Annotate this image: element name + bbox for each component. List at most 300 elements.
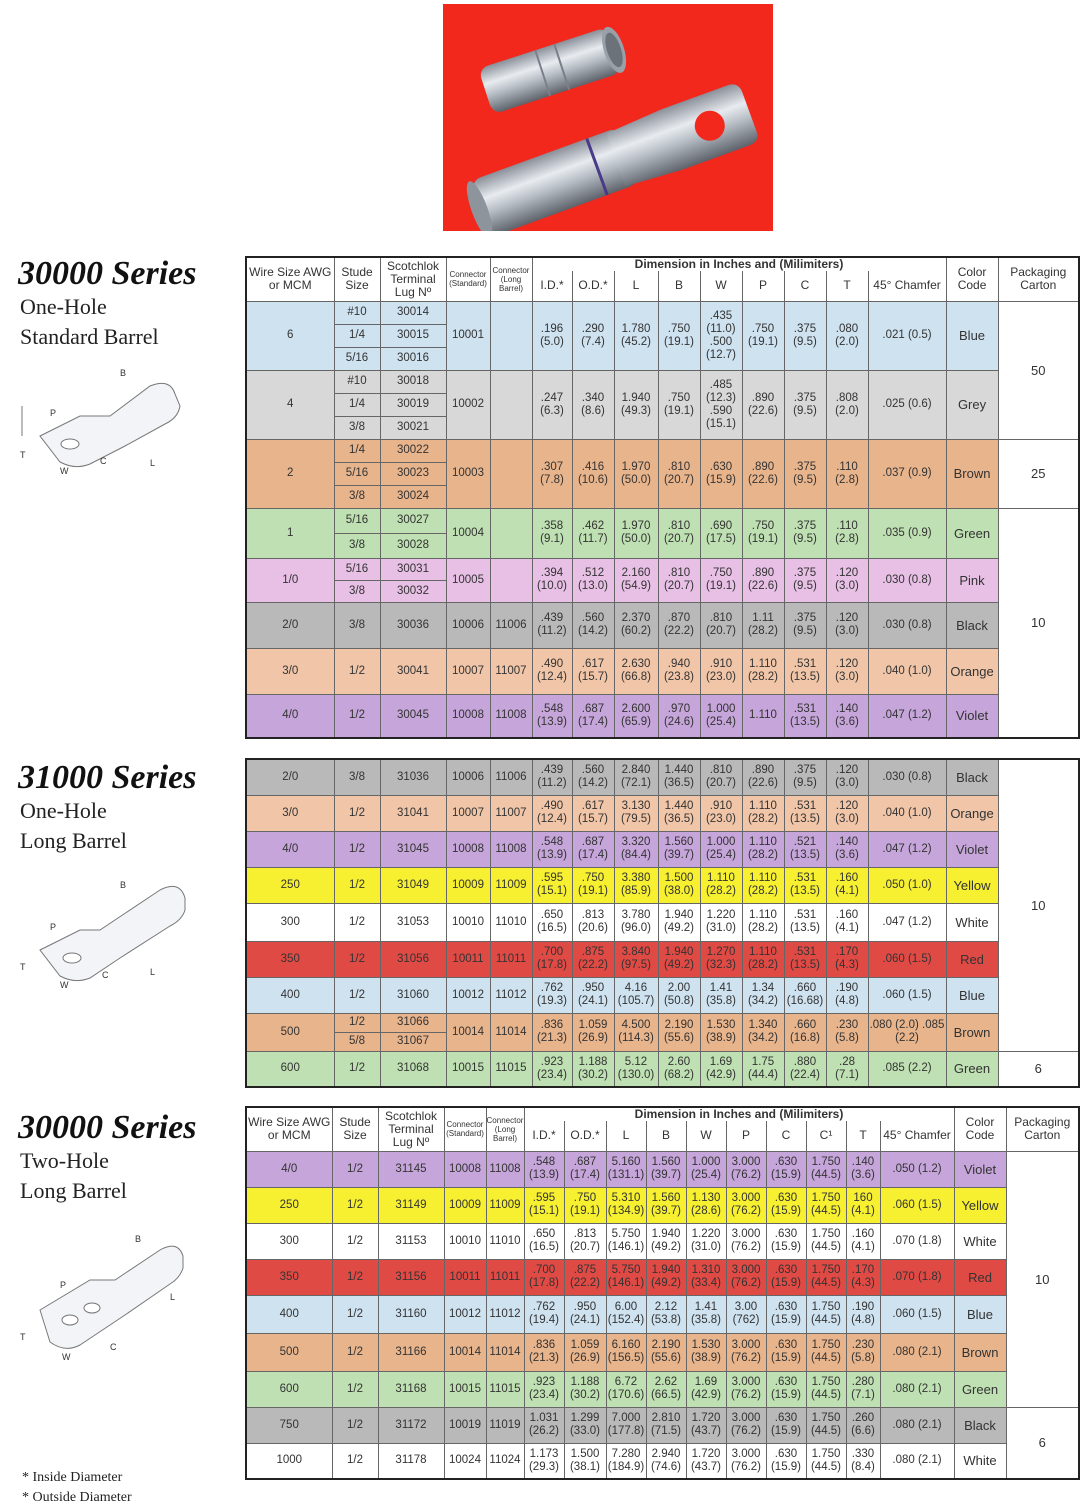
table-body: [246, 1151, 1079, 1479]
color-code-cell: Violet: [946, 831, 998, 867]
lug-number-cell: 30016: [380, 347, 446, 370]
dim-l-cell: 7.280 (184.9): [606, 1443, 646, 1479]
stude-size-cell: 1/2: [334, 1013, 380, 1032]
spec-table-30000-two-hole-long: [245, 1106, 1080, 1480]
series-title: 30000 Series: [18, 1109, 197, 1146]
dim-t-cell: .230 (5.8): [846, 1333, 880, 1371]
stude-size-cell: 1/2: [334, 795, 380, 831]
dim-std-cell: 10011: [444, 1259, 486, 1295]
stude-size-cell: 5/16: [334, 508, 380, 533]
wire-size-cell: 2/0: [246, 602, 334, 648]
table-row: [246, 1333, 1079, 1371]
dim-od-cell: .290 (7.4): [572, 301, 614, 370]
dim-t-cell: .330 (8.4): [846, 1443, 880, 1479]
lug-number-cell: 31149: [378, 1187, 444, 1223]
lug-number-cell: 31178: [378, 1443, 444, 1479]
dim-od-cell: .687 (17.4): [572, 831, 614, 867]
dim-p-cell: .890 (22.6): [742, 439, 784, 508]
dim-w-cell: 1.000 (25.4): [700, 831, 742, 867]
dim-p-cell: 1.110: [742, 694, 784, 738]
dim-id-cell: .650 (16.5): [524, 1223, 564, 1259]
col-id: I.D.*: [532, 271, 572, 301]
dim-id-cell: .358 (9.1): [532, 508, 572, 558]
svg-text:C: C: [102, 970, 109, 980]
dim-l-cell: 2.840 (72.1): [614, 759, 658, 795]
col-od: O.D.*: [572, 271, 614, 301]
chamfer-cell: .085 (2.2): [868, 1051, 946, 1087]
dim-w-cell: .810 (20.7): [700, 602, 742, 648]
dim-b-cell: 2.810 (71.5): [646, 1407, 686, 1443]
chamfer-cell: .040 (1.0): [868, 795, 946, 831]
chamfer-cell: .030 (0.8): [868, 759, 946, 795]
dim-t-cell: .170 (4.3): [826, 941, 868, 977]
wire-size-cell: 2: [246, 439, 334, 508]
dim-b-cell: .750 (19.1): [658, 370, 700, 439]
color-code-cell: Pink: [946, 558, 998, 602]
dim-od-cell: 1.500 (38.1): [564, 1443, 606, 1479]
dim-std-cell: 10011: [446, 941, 490, 977]
section-1-label: [18, 256, 238, 481]
stude-size-cell: 3/8: [334, 602, 380, 648]
dim-c-cell: .531 (13.5): [784, 648, 826, 694]
stude-size-cell: 1/4: [334, 324, 380, 347]
dim-b-cell: 1.560 (39.7): [646, 1151, 686, 1187]
lug-number-cell: 31041: [380, 795, 446, 831]
dim-long-cell: 11008: [486, 1151, 524, 1187]
dim-long-cell: 11008: [490, 694, 532, 738]
lug-number-cell: 31168: [378, 1371, 444, 1407]
svg-text:T: T: [20, 962, 26, 972]
dim-long-cell: 11024: [486, 1443, 524, 1479]
table-row: [246, 1151, 1079, 1187]
dim-l-cell: 5.750 (146.1): [606, 1259, 646, 1295]
wire-size-cell: 1/0: [246, 558, 334, 602]
wire-size-cell: 600: [246, 1051, 334, 1087]
wire-size-cell: 4/0: [246, 694, 334, 738]
dim-t-cell: .080 (2.0): [826, 301, 868, 370]
dim-t-cell: .140 (3.6): [826, 694, 868, 738]
dim-p-cell: 1.110 (28.2): [742, 941, 784, 977]
dim-b-cell: .750 (19.1): [658, 301, 700, 370]
stude-size-cell: #10: [334, 301, 380, 324]
chamfer-cell: .080 (2.1): [880, 1407, 954, 1443]
dim-l-cell: 7.000 (177.8): [606, 1407, 646, 1443]
dim-l-cell: 4.500 (114.3): [614, 1013, 658, 1051]
col-t: T: [846, 1121, 880, 1151]
table-row: [246, 694, 1079, 738]
wire-size-cell: 4/0: [246, 831, 334, 867]
dim-std-cell: 10012: [446, 977, 490, 1013]
dim-od-cell: .462 (11.7): [572, 508, 614, 558]
wire-size-cell: 600: [246, 1371, 332, 1407]
col-packaging: Packaging Carton: [1006, 1107, 1079, 1151]
color-code-cell: Blue: [954, 1295, 1006, 1333]
series-subtitle: One-Hole: [20, 798, 107, 823]
dim-id-cell: .836 (21.3): [524, 1333, 564, 1371]
table-row: [246, 1407, 1079, 1443]
dim-t-cell: .160 (4.1): [846, 1223, 880, 1259]
dim-b-cell: .940 (23.8): [658, 648, 700, 694]
svg-text:W: W: [60, 980, 69, 990]
col-p: P: [742, 271, 784, 301]
color-code-cell: White: [954, 1223, 1006, 1259]
lug-number-cell: 31060: [380, 977, 446, 1013]
dim-id-cell: .595 (15.1): [532, 867, 572, 903]
dim-l-cell: 1.970 (50.0): [614, 508, 658, 558]
dim-p-cell: 1.110 (28.2): [742, 648, 784, 694]
table-row: [246, 941, 1079, 977]
series-subtitle: Standard Barrel: [20, 324, 159, 349]
dim-long-cell: 11011: [486, 1259, 524, 1295]
dim-c1-cell: 1.750 (44.5): [806, 1223, 846, 1259]
dim-c-cell: .375 (9.5): [784, 370, 826, 439]
dim-w-cell: 1.270 (32.3): [700, 941, 742, 977]
dim-t-cell: .160 (4.1): [826, 903, 868, 941]
wire-size-cell: 1: [246, 508, 334, 558]
table-row: [246, 977, 1079, 1013]
dim-od-cell: .750 (19.1): [564, 1187, 606, 1223]
dim-p-cell: 1.34 (34.2): [742, 977, 784, 1013]
dim-c-cell: .630 (15.9): [766, 1371, 806, 1407]
dim-b-cell: .810 (20.7): [658, 508, 700, 558]
svg-text:T: T: [20, 450, 26, 460]
dim-b-cell: 2.60 (68.2): [658, 1051, 700, 1087]
color-code-cell: Blue: [946, 977, 998, 1013]
col-connector-standard: Connector (Standard): [446, 257, 490, 301]
dim-std-cell: 10007: [446, 795, 490, 831]
lug-number-cell: 30018: [380, 370, 446, 393]
chamfer-cell: .060 (1.5): [880, 1187, 954, 1223]
dim-c-cell: .630 (15.9): [766, 1223, 806, 1259]
dim-p-cell: 3.000 (76.2): [726, 1259, 766, 1295]
stude-size-cell: 1/4: [334, 393, 380, 416]
dim-w-cell: 1.530 (38.9): [700, 1013, 742, 1051]
svg-text:P: P: [50, 408, 57, 418]
dim-w-cell: 1.220 (31.0): [686, 1223, 726, 1259]
dim-w-cell: 1.220 (31.0): [700, 903, 742, 941]
dim-w-cell: 1.69 (42.9): [700, 1051, 742, 1087]
chamfer-cell: .060 (1.5): [868, 941, 946, 977]
stude-size-cell: 1/2: [332, 1333, 378, 1371]
section-3-label: [18, 1110, 238, 1375]
table-body: [246, 759, 1079, 1087]
wire-size-cell: 350: [246, 941, 334, 977]
col-dimension-group: Dimension in Inches and (Milimiters): [524, 1107, 954, 1121]
dim-p-cell: 1.110 (28.2): [742, 903, 784, 941]
dim-od-cell: .512 (13.0): [572, 558, 614, 602]
dim-od-cell: .617 (15.7): [572, 795, 614, 831]
wire-size-cell: 400: [246, 1295, 332, 1333]
table-row: [246, 1259, 1079, 1295]
col-l: L: [614, 271, 658, 301]
dim-l-cell: 4.16 (105.7): [614, 977, 658, 1013]
dim-od-cell: .813 (20.6): [572, 903, 614, 941]
dim-b-cell: 2.12 (53.8): [646, 1295, 686, 1333]
dim-od-cell: .875 (22.2): [564, 1259, 606, 1295]
color-code-cell: Green: [946, 508, 998, 558]
table-row: [246, 301, 1079, 324]
lug-number-cell: 30027: [380, 508, 446, 533]
wire-size-cell: 4: [246, 370, 334, 439]
dim-c-cell: .375 (9.5): [784, 301, 826, 370]
dim-std-cell: 10024: [444, 1443, 486, 1479]
dim-c1-cell: 1.750 (44.5): [806, 1371, 846, 1407]
dim-w-cell: 1.130 (28.6): [686, 1187, 726, 1223]
dim-od-cell: .813 (20.7): [564, 1223, 606, 1259]
dim-std-cell: 10008: [444, 1151, 486, 1187]
color-code-cell: Yellow: [946, 867, 998, 903]
dim-w-cell: .910 (23.0): [700, 648, 742, 694]
dim-w-cell: .910 (23.0): [700, 795, 742, 831]
dim-id-cell: .439 (11.2): [532, 602, 572, 648]
wire-size-cell: 2/0: [246, 759, 334, 795]
dim-p-cell: .750 (19.1): [742, 508, 784, 558]
svg-text:P: P: [60, 1280, 67, 1290]
color-code-cell: Violet: [954, 1151, 1006, 1187]
dim-b-cell: 1.560 (39.7): [646, 1187, 686, 1223]
svg-text:W: W: [60, 466, 69, 476]
dim-c-cell: .630 (15.9): [766, 1187, 806, 1223]
dim-w-cell: 1.310 (33.4): [686, 1259, 726, 1295]
col-chamfer: 45° Chamfer: [880, 1121, 954, 1151]
color-code-cell: Black: [954, 1407, 1006, 1443]
dim-c-cell: .531 (13.5): [784, 903, 826, 941]
dim-od-cell: 1.059 (26.9): [572, 1013, 614, 1051]
dim-id-cell: .490 (12.4): [532, 648, 572, 694]
svg-text:L: L: [150, 967, 156, 977]
dim-w-cell: 1.69 (42.9): [686, 1371, 726, 1407]
lug-number-cell: 30021: [380, 416, 446, 439]
stude-size-cell: 1/2: [334, 903, 380, 941]
svg-text:W: W: [62, 1352, 71, 1362]
dim-long-cell: 11011: [490, 941, 532, 977]
dim-id-cell: .307 (7.8): [532, 439, 572, 508]
dim-l-cell: 5.750 (146.1): [606, 1223, 646, 1259]
svg-text:P: P: [50, 922, 57, 932]
dim-c-cell: .630 (15.9): [766, 1259, 806, 1295]
table-row: [246, 508, 1079, 533]
dim-od-cell: 1.188 (30.2): [572, 1051, 614, 1087]
dim-c-cell: .660 (16.8): [784, 1013, 826, 1051]
dim-long-cell: 11012: [490, 977, 532, 1013]
wire-size-cell: 500: [246, 1333, 332, 1371]
dim-std-cell: 10009: [446, 867, 490, 903]
dim-p-cell: 1.110 (28.2): [742, 867, 784, 903]
dim-l-cell: 3.840 (97.5): [614, 941, 658, 977]
dim-l-cell: 3.380 (85.9): [614, 867, 658, 903]
dim-p-cell: 3.000 (76.2): [726, 1407, 766, 1443]
color-code-cell: Brown: [946, 439, 998, 508]
dim-t-cell: .160 (4.1): [826, 867, 868, 903]
chamfer-cell: .040 (1.0): [868, 648, 946, 694]
spec-table-31000-one-hole-long: [245, 758, 1080, 1088]
dim-p-cell: 1.11 (28.2): [742, 602, 784, 648]
col-p: P: [726, 1121, 766, 1151]
series-subtitle: Long Barrel: [20, 828, 127, 853]
dim-w-cell: 1.41 (35.8): [686, 1295, 726, 1333]
dim-l-cell: 6.160 (156.5): [606, 1333, 646, 1371]
col-t: T: [826, 271, 868, 301]
chamfer-cell: .080 (2.1): [880, 1371, 954, 1407]
dim-l-cell: 3.130 (79.5): [614, 795, 658, 831]
col-w: W: [700, 271, 742, 301]
col-chamfer: 45° Chamfer: [868, 271, 946, 301]
lug-number-cell: 31049: [380, 867, 446, 903]
dim-t-cell: .120 (3.0): [826, 795, 868, 831]
color-code-cell: Red: [954, 1259, 1006, 1295]
lug-number-cell: 30028: [380, 533, 446, 558]
col-stude-size: Stude Size: [334, 257, 380, 301]
dim-long-cell: 11006: [490, 602, 532, 648]
dim-l-cell: 2.600 (65.9): [614, 694, 658, 738]
dim-id-cell: .490 (12.4): [532, 795, 572, 831]
lug-number-cell: 30032: [380, 580, 446, 602]
dim-std-cell: 10004: [446, 508, 490, 558]
col-lug-number: Scotchlok Terminal Lug Nº: [378, 1107, 444, 1151]
wire-size-cell: 350: [246, 1259, 332, 1295]
chamfer-cell: .080 (2.0) .085 (2.2): [868, 1013, 946, 1051]
dim-b-cell: 1.940 (49.2): [646, 1259, 686, 1295]
dim-c-cell: .880 (22.4): [784, 1051, 826, 1087]
stude-size-cell: 3/8: [334, 416, 380, 439]
chamfer-cell: .047 (1.2): [868, 903, 946, 941]
stude-size-cell: 3/8: [334, 759, 380, 795]
dim-p-cell: 3.000 (76.2): [726, 1223, 766, 1259]
series-title: 30000 Series: [18, 255, 197, 292]
series-subtitle: Long Barrel: [20, 1178, 127, 1203]
dim-c-cell: .660 (16.68): [784, 977, 826, 1013]
table-row: [246, 1013, 1079, 1032]
stude-size-cell: 1/2: [334, 648, 380, 694]
spec-table-30000-one-hole: [245, 256, 1080, 739]
table-row: [246, 648, 1079, 694]
stude-size-cell: 1/2: [332, 1443, 378, 1479]
stude-size-cell: 1/2: [334, 1051, 380, 1087]
dim-p-cell: 1.110 (28.2): [742, 831, 784, 867]
table-row: [246, 1295, 1079, 1333]
col-id: I.D.*: [524, 1121, 564, 1151]
dim-c1-cell: 1.750 (44.5): [806, 1151, 846, 1187]
dim-b-cell: 2.190 (55.6): [658, 1013, 700, 1051]
col-l: L: [606, 1121, 646, 1151]
dim-c-cell: .375 (9.5): [784, 558, 826, 602]
svg-text:C: C: [110, 1342, 117, 1352]
dim-long-cell: 11015: [486, 1371, 524, 1407]
dim-c-cell: .630 (15.9): [766, 1407, 806, 1443]
dim-t-cell: .170 (4.3): [846, 1259, 880, 1295]
dim-w-cell: 1.000 (25.4): [686, 1151, 726, 1187]
wire-size-cell: 400: [246, 977, 334, 1013]
dim-l-cell: 6.00 (152.4): [606, 1295, 646, 1333]
dim-c1-cell: 1.750 (44.5): [806, 1259, 846, 1295]
wire-size-cell: 4/0: [246, 1151, 332, 1187]
chamfer-cell: .030 (0.8): [868, 602, 946, 648]
dim-l-cell: 5.160 (131.1): [606, 1151, 646, 1187]
table-row: [246, 903, 1079, 941]
dim-b-cell: 1.940 (49.2): [646, 1223, 686, 1259]
svg-text:B: B: [120, 368, 127, 378]
dim-long-cell: 11007: [490, 648, 532, 694]
stude-size-cell: 1/2: [334, 831, 380, 867]
stude-size-cell: 5/16: [334, 462, 380, 485]
dim-std-cell: 10008: [446, 694, 490, 738]
dim-b-cell: .810 (20.7): [658, 558, 700, 602]
dim-w-cell: .810 (20.7): [700, 759, 742, 795]
dim-p-cell: 1.340 (34.2): [742, 1013, 784, 1051]
dim-b-cell: 1.500 (38.0): [658, 867, 700, 903]
color-code-cell: Green: [954, 1371, 1006, 1407]
dim-long-cell: 11019: [486, 1407, 524, 1443]
dim-c-cell: .630 (15.9): [766, 1295, 806, 1333]
packaging-cell: 10: [1006, 1151, 1079, 1407]
dim-p-cell: .750 (19.1): [742, 301, 784, 370]
stude-size-cell: 1/4: [334, 439, 380, 462]
stude-size-cell: 1/2: [334, 941, 380, 977]
col-c1: C¹: [806, 1121, 846, 1151]
dim-l-cell: 6.72 (170.6): [606, 1371, 646, 1407]
lug-number-cell: 31172: [378, 1407, 444, 1443]
table-row: [246, 795, 1079, 831]
series-title: 31000 Series: [18, 759, 197, 796]
dim-id-cell: .439 (11.2): [532, 759, 572, 795]
dim-id-cell: .700 (17.8): [532, 941, 572, 977]
dim-c-cell: .531 (13.5): [784, 941, 826, 977]
footnote-inside-diameter: * Inside Diameter: [22, 1470, 123, 1485]
lug-number-cell: 30023: [380, 462, 446, 485]
color-code-cell: Red: [946, 941, 998, 977]
dim-id-cell: .548 (13.9): [524, 1151, 564, 1187]
chamfer-cell: .047 (1.2): [868, 831, 946, 867]
color-code-cell: Blue: [946, 301, 998, 370]
lug-number-cell: 31053: [380, 903, 446, 941]
one-hole-long-lug-diagram: [20, 870, 238, 995]
chamfer-cell: .050 (1.2): [880, 1151, 954, 1187]
chamfer-cell: .070 (1.8): [880, 1223, 954, 1259]
dim-t-cell: .110 (2.8): [826, 439, 868, 508]
dim-w-cell: 1.720 (43.7): [686, 1443, 726, 1479]
dim-b-cell: .970 (24.6): [658, 694, 700, 738]
dim-l-cell: 5.310 (134.9): [606, 1187, 646, 1223]
chamfer-cell: .037 (0.9): [868, 439, 946, 508]
dim-long-cell: 11014: [486, 1333, 524, 1371]
lug-number-cell: 30019: [380, 393, 446, 416]
packaging-cell: 10: [998, 508, 1079, 738]
dim-std-cell: 10006: [446, 759, 490, 795]
wire-size-cell: 750: [246, 1407, 332, 1443]
dim-std-cell: 10007: [446, 648, 490, 694]
chamfer-cell: .030 (0.8): [868, 558, 946, 602]
dim-c-cell: .531 (13.5): [784, 795, 826, 831]
dim-t-cell: .140 (3.6): [846, 1151, 880, 1187]
col-wire-size: Wire Size AWG or MCM: [246, 1107, 332, 1151]
svg-text:C: C: [100, 456, 107, 466]
dim-id-cell: .595 (15.1): [524, 1187, 564, 1223]
dim-c-cell: .375 (9.5): [784, 439, 826, 508]
dim-long-cell: 11010: [490, 903, 532, 941]
stude-size-cell: 3/8: [334, 533, 380, 558]
dim-id-cell: .650 (16.5): [532, 903, 572, 941]
stude-size-cell: 1/2: [332, 1295, 378, 1333]
stude-size-cell: 5/16: [334, 558, 380, 580]
dim-std-cell: 10010: [446, 903, 490, 941]
dim-long-cell: 11007: [490, 795, 532, 831]
dim-std-cell: 10015: [444, 1371, 486, 1407]
lug-number-cell: 30024: [380, 485, 446, 508]
dim-w-cell: .485 (12.3) .590 (15.1): [700, 370, 742, 439]
chamfer-cell: .021 (0.5): [868, 301, 946, 370]
dim-id-cell: .836 (21.3): [532, 1013, 572, 1051]
dim-t-cell: .120 (3.0): [826, 759, 868, 795]
